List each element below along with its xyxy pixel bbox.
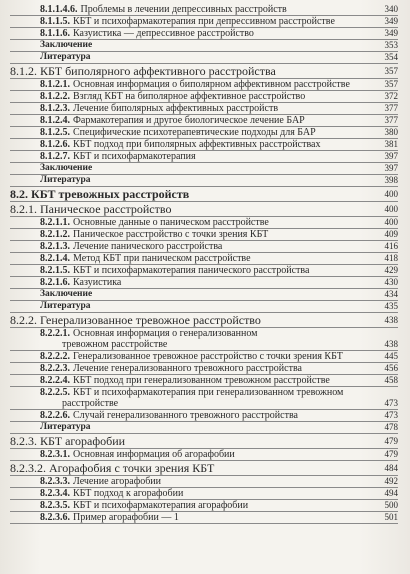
toc-entry <box>10 449 398 461</box>
entry-number: 8.2.2.3. <box>40 363 70 374</box>
entry-text <box>10 64 372 78</box>
entry-text <box>40 151 372 162</box>
toc-entry <box>10 289 398 301</box>
entry-title: Литература <box>40 175 91 185</box>
toc-entry <box>10 301 398 313</box>
entry-number: 8.2.3.5. <box>40 500 70 511</box>
entry-title: КБТ и психофармакотерапия агорафобии <box>73 500 249 511</box>
entry-title: Основная информация о биполярном аффективном расстройстве <box>73 79 350 90</box>
entry-page: 438 <box>384 339 398 349</box>
entry-text <box>40 16 372 27</box>
entry-text <box>40 387 398 398</box>
toc-entry <box>10 328 398 339</box>
entry-title: Генерализованное тревожное расстройство с точки зрения КБТ <box>73 351 343 362</box>
entry-title: КБТ подход при генерализованном тревожном расстройстве <box>73 375 330 386</box>
entry-text <box>40 103 372 114</box>
entry-page: 400 <box>384 217 398 227</box>
entry-title: Лечение генерализованного тревожного расстройства <box>73 363 302 374</box>
entry-text <box>40 40 372 51</box>
entry-page: 349 <box>384 16 398 26</box>
toc-entry <box>10 512 398 524</box>
entry-text <box>40 410 372 421</box>
toc-entry <box>10 387 398 398</box>
toc-entry-continuation <box>10 398 398 410</box>
entry-number: 8.2.3.6. <box>40 512 70 523</box>
entry-number: 8.2.2.1. <box>40 328 70 339</box>
entry-number: 8.2.1. <box>10 202 37 216</box>
entry-page: 400 <box>384 204 398 214</box>
entry-text <box>10 202 372 216</box>
entry-number: 8.1.2.7. <box>40 151 70 162</box>
entry-title: Заключение <box>40 289 93 299</box>
entry-number: 8.1.2.1. <box>40 79 70 90</box>
entry-text <box>40 500 372 511</box>
entry-number: 8.1.1.5. <box>40 16 70 27</box>
toc-entry <box>10 115 398 127</box>
entry-number: 8.2.3.1. <box>40 449 70 460</box>
toc-entry <box>10 40 398 52</box>
entry-title: Основные данные о паническом расстройстве <box>73 217 269 228</box>
entry-title: Лечение панического расстройства <box>73 241 223 252</box>
entry-number: 8.1.2.3. <box>40 103 70 114</box>
entry-text <box>40 328 398 339</box>
entry-page: 500 <box>384 500 398 510</box>
toc-entry <box>10 363 398 375</box>
entry-page: 438 <box>384 315 398 325</box>
entry-page: 494 <box>384 488 398 498</box>
entry-page: 372 <box>384 91 398 101</box>
entry-text <box>40 79 372 90</box>
toc-entry <box>10 163 398 175</box>
entry-page: 398 <box>384 175 398 185</box>
entry-title: КБТ и психофармакотерапия при генерализованном тревожном <box>73 387 344 398</box>
entry-text <box>40 512 372 523</box>
entry-text <box>40 476 372 487</box>
entry-text <box>40 363 372 374</box>
toc-entry <box>10 500 398 512</box>
entry-text <box>40 52 372 63</box>
toc-entry <box>10 476 398 488</box>
entry-text <box>10 313 372 327</box>
entry-title: Литература <box>40 422 91 432</box>
entry-page: 416 <box>384 241 398 251</box>
toc-subsection <box>10 313 398 328</box>
entry-number: 8.1.1.6. <box>40 28 70 39</box>
entry-title: Заключение <box>40 163 93 173</box>
entry-number: 8.2.1.5. <box>40 265 70 276</box>
entry-page: 340 <box>384 4 398 14</box>
toc-subsection <box>10 461 398 476</box>
entry-title: КБТ подход при биполярных аффективных расстройствах <box>73 139 321 150</box>
entry-title: Казуистика — депрессивное расстройство <box>73 28 254 39</box>
entry-text <box>40 449 372 460</box>
entry-page: 397 <box>384 163 398 173</box>
entry-page: 377 <box>384 115 398 125</box>
entry-title: КБТ и психофармакотерапия <box>73 151 196 162</box>
entry-text <box>10 187 372 201</box>
entry-page: 434 <box>384 289 398 299</box>
entry-number: 8.1.2. <box>10 64 37 78</box>
toc-entry <box>10 91 398 103</box>
entry-title-continued: расстройстве <box>62 398 119 409</box>
entry-page: 456 <box>384 363 398 373</box>
toc-entry <box>10 52 398 64</box>
entry-number: 8.2.1.1. <box>40 217 70 228</box>
toc-entry <box>10 127 398 139</box>
entry-title: Взгляд КБТ на биполярное аффективное расстройство <box>73 91 306 102</box>
entry-number: 8.2.2.6. <box>40 410 70 421</box>
entry-number: 8.2.2.4. <box>40 375 70 386</box>
toc-entry <box>10 16 398 28</box>
entry-text <box>40 217 372 228</box>
entry-page: 377 <box>384 103 398 113</box>
entry-title: Литература <box>40 301 91 311</box>
entry-title: Метод КБТ при паническом расстройстве <box>73 253 251 264</box>
entry-number: 8.2.2.5. <box>40 387 70 398</box>
entry-title-continued: тревожном расстройстве <box>62 339 168 350</box>
toc-section-heading <box>10 187 398 202</box>
toc-entry <box>10 265 398 277</box>
entry-text <box>40 175 372 186</box>
entry-page: 418 <box>384 253 398 263</box>
entry-number: 8.2.3.3. <box>40 476 70 487</box>
entry-text <box>10 434 372 448</box>
entry-text <box>40 139 372 150</box>
entry-text <box>40 127 372 138</box>
entry-title: КБТ агорафобии <box>40 434 126 448</box>
toc-entry <box>10 175 398 187</box>
entry-text <box>40 289 372 300</box>
entry-page: 349 <box>384 28 398 38</box>
toc-entry <box>10 410 398 422</box>
entry-number: 8.2.2. <box>10 313 37 327</box>
toc-entry <box>10 351 398 363</box>
entry-page: 478 <box>384 422 398 432</box>
toc-entry <box>10 103 398 115</box>
toc-entry <box>10 28 398 40</box>
entry-page: 400 <box>384 189 398 199</box>
entry-page: 458 <box>384 375 398 385</box>
entry-title: КБТ биполярного аффективного расстройства <box>40 64 276 78</box>
toc-entry <box>10 488 398 500</box>
toc-entry-continuation <box>10 339 398 351</box>
entry-page: 357 <box>384 79 398 89</box>
entry-title: Случай генерализованного тревожного расстройства <box>73 410 298 421</box>
toc-subsection <box>10 434 398 449</box>
entry-page: 479 <box>384 449 398 459</box>
entry-page: 435 <box>384 301 398 311</box>
entry-title: Лечение биполярных аффективных расстройств <box>73 103 279 114</box>
entry-page: 501 <box>384 512 398 522</box>
entry-number: 8.2.1.6. <box>40 277 70 288</box>
entry-page: 409 <box>384 229 398 239</box>
entry-title: Генерализованное тревожное расстройство <box>40 313 261 327</box>
entry-number: 8.1.2.2. <box>40 91 70 102</box>
entry-text <box>40 4 372 15</box>
toc-entry <box>10 422 398 434</box>
entry-page: 354 <box>384 52 398 62</box>
toc-entry <box>10 79 398 91</box>
entry-number: 8.2.3.2. <box>10 461 46 475</box>
entry-page: 380 <box>384 127 398 137</box>
entry-page: 429 <box>384 265 398 275</box>
entry-title: Литература <box>40 52 91 62</box>
entry-title: Проблемы в лечении депрессивных расстройств <box>80 4 287 15</box>
entry-page: 473 <box>384 398 398 408</box>
toc-entry <box>10 375 398 387</box>
entry-number: 8.2.1.3. <box>40 241 70 252</box>
entry-page: 381 <box>384 139 398 149</box>
entry-text <box>40 301 372 312</box>
entry-number: 8.2.3. <box>10 434 37 448</box>
entry-page: 445 <box>384 351 398 361</box>
toc-entry <box>10 229 398 241</box>
entry-text <box>40 265 372 276</box>
entry-text <box>40 91 372 102</box>
entry-number: 8.2. <box>10 187 28 201</box>
entry-page: 473 <box>384 410 398 420</box>
entry-title: Фармакотерапия и другое биологическое лечение БАР <box>73 115 305 126</box>
entry-title: КБТ и психофармакотерапия панического расстройства <box>73 265 310 276</box>
entry-page: 430 <box>384 277 398 287</box>
entry-page: 397 <box>384 151 398 161</box>
entry-title: КБТ тревожных расстройств <box>31 187 190 201</box>
entry-title: Основная информация об агорафобии <box>73 449 235 460</box>
toc-entry <box>10 4 398 16</box>
entry-page: 357 <box>384 66 398 76</box>
entry-title: КБТ подход к агорафобии <box>73 488 184 499</box>
entry-title: Лечение агорафобии <box>73 476 162 487</box>
toc-entry <box>10 241 398 253</box>
entry-title: Казуистика <box>73 277 122 288</box>
toc-entry <box>10 139 398 151</box>
entry-number: 8.2.1.4. <box>40 253 70 264</box>
entry-text <box>40 163 372 174</box>
entry-title: Заключение <box>40 40 93 50</box>
entry-text <box>40 229 372 240</box>
entry-page: 479 <box>384 436 398 446</box>
entry-number: 8.1.2.4. <box>40 115 70 126</box>
entry-text <box>40 241 372 252</box>
entry-text <box>40 253 372 264</box>
entry-number: 8.1.2.6. <box>40 139 70 150</box>
toc-subsection <box>10 202 398 217</box>
entry-text <box>40 277 372 288</box>
entry-page: 492 <box>384 476 398 486</box>
entry-number: 8.2.2.2. <box>40 351 70 362</box>
entry-number: 8.2.1.2. <box>40 229 70 240</box>
entry-title: Агорафобия с точки зрения КБТ <box>49 461 215 475</box>
entry-text <box>40 28 372 39</box>
entry-number: 8.2.3.4. <box>40 488 70 499</box>
entry-title: КБТ и психофармакотерапия при депрессивном расстройстве <box>73 16 335 27</box>
toc-subsection <box>10 64 398 79</box>
entry-title: Паническое расстройство <box>40 202 172 216</box>
entry-title: Специфические психотерапевтические подходы для БАР <box>73 127 316 138</box>
entry-text <box>40 351 372 362</box>
entry-page: 484 <box>384 463 398 473</box>
entry-text <box>40 488 372 499</box>
entry-page: 353 <box>384 40 398 50</box>
entry-text <box>40 115 372 126</box>
entry-title: Пример агорафобии — 1 <box>73 512 179 523</box>
toc-entry <box>10 277 398 289</box>
toc-entry <box>10 253 398 265</box>
toc-entry <box>10 217 398 229</box>
entry-number: 8.1.1.4.6. <box>40 4 78 15</box>
toc-entry <box>10 151 398 163</box>
entry-title: Основная информация о генерализованном <box>73 328 258 339</box>
entry-text <box>40 422 372 433</box>
entry-title: Паническое расстройство с точки зрения КБТ <box>73 229 269 240</box>
entry-text <box>40 375 372 386</box>
entry-number: 8.1.2.5. <box>40 127 70 138</box>
entry-text <box>10 461 372 475</box>
